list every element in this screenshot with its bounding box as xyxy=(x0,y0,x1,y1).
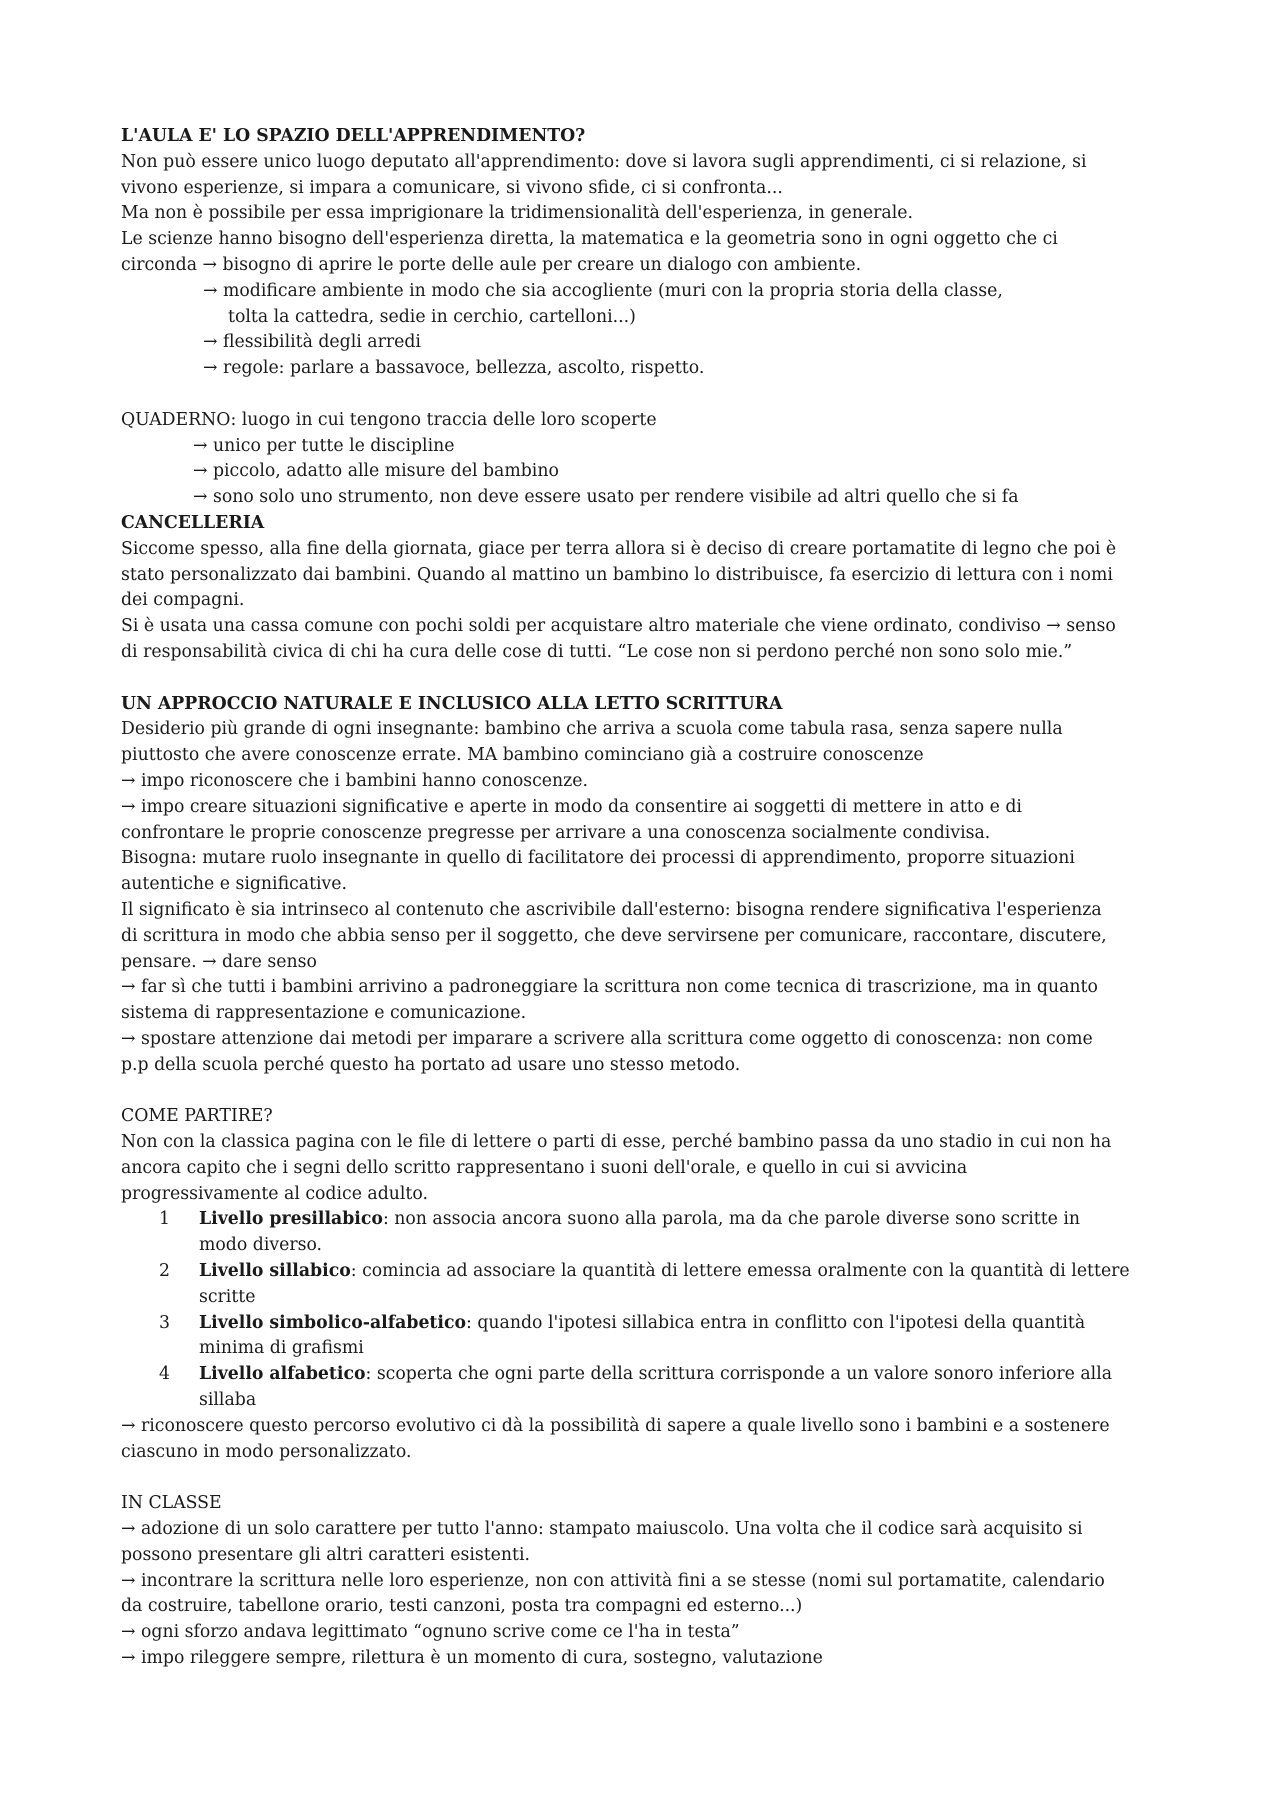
blank-line xyxy=(121,382,1171,408)
bullet-item-continuation: tolta la cattedra, sedie in cerchio, cartelloni...) xyxy=(228,306,636,327)
bullet-item: → sono solo uno strumento, non deve essere usato per rendere visibile ad altri quello che si fa xyxy=(193,487,1019,508)
paragraph-line: ancora capito che i segni dello scritto rappresentano i suoni dell'orale, e quello in cui si avvicina xyxy=(121,1157,968,1178)
paragraph-line: Siccome spesso, alla fine della giornata, giace per terra allora si è deciso di creare portamatite di legno che poi è xyxy=(121,538,1117,559)
section-title-approccio: UN APPROCCIO NATURALE E INCLUSICO ALLA LETTO SCRITTURA xyxy=(121,693,783,714)
paragraph-line: → impo creare situazioni significative e aperte in modo da consentire ai soggetti di mettere in atto e di xyxy=(121,796,1022,817)
paragraph-line: Non con la classica pagina con le file di lettere o parti di esse, perché bambino passa da uno stadio in cui non ha xyxy=(121,1132,1112,1153)
paragraph-line: Bisogna: mutare ruolo insegnante in quello di facilitatore dei processi di apprendimento, proporre situazioni xyxy=(121,848,1075,869)
bullet-item: → piccolo, adatto alle misure del bambino xyxy=(193,461,559,482)
level-text-continuation: minima di grafismi xyxy=(199,1338,364,1359)
paragraph-line: p.p della scuola perché questo ha portato ad usare uno stesso metodo. xyxy=(121,1054,741,1075)
paragraph-line: → spostare attenzione dai metodi per imparare a scrivere alla scrittura come oggetto di conoscenza: non come xyxy=(121,1028,1093,1049)
bullet-item: → regole: parlare a bassavoce, bellezza, ascolto, rispetto. xyxy=(203,358,705,379)
paragraph-line: → impo riconoscere che i bambini hanno conoscenze. xyxy=(121,770,588,791)
bullet-item: → unico per tutte le discipline xyxy=(193,435,455,456)
paragraph-line: Desiderio più grande di ogni insegnante: bambino che arriva a scuola come tabula rasa, senza sapere nulla xyxy=(121,719,1063,740)
blank-line xyxy=(121,1465,1171,1491)
level-text: : non associa ancora suono alla parola, ma da che parole diverse sono scritte in xyxy=(382,1209,1081,1230)
level-number: 3 xyxy=(159,1312,170,1333)
section-title-aula: L'AULA E' LO SPAZIO DELL'APPRENDIMENTO? xyxy=(121,126,586,146)
paragraph-line: ciascuno in modo personalizzato. xyxy=(121,1441,412,1462)
paragraph-line: di responsabilità civica di chi ha cura delle cose di tutti. “Le cose non si perdono perché non sono solo mie.” xyxy=(121,641,1073,662)
level-text-continuation: modo diverso. xyxy=(199,1235,323,1256)
level-item xyxy=(121,1362,1171,1414)
level-item xyxy=(121,1259,1171,1311)
paragraph-line: → riconoscere questo percorso evolutivo ci dà la possibilità di sapere a quale livello sono i bambini e a sostenere xyxy=(121,1415,1110,1436)
level-term: Livello alfabetico xyxy=(199,1364,366,1385)
quaderno-heading-line: QUADERNO: luogo in cui tengono traccia delle loro scoperte xyxy=(121,409,657,430)
paragraph-line: Si è usata una cassa comune con pochi soldi per acquistare altro materiale che viene ordinato, condiviso → senso xyxy=(121,616,1116,637)
level-text: : quando l'ipotesi sillabica entra in conflitto con l'ipotesi della quantità xyxy=(466,1312,1086,1333)
level-term: Livello sillabico xyxy=(199,1261,351,1282)
section-title-cancelleria: CANCELLERIA xyxy=(121,512,265,533)
level-item xyxy=(121,1311,1171,1363)
level-number: 2 xyxy=(159,1261,170,1282)
level-term: Livello presillabico xyxy=(199,1209,383,1230)
blank-line xyxy=(121,666,1171,692)
level-number: 4 xyxy=(159,1364,170,1385)
level-number: 1 xyxy=(159,1209,170,1230)
paragraph-line: piuttosto che avere conoscenze errate. MA bambino cominciano già a costruire conoscenze xyxy=(121,745,924,766)
paragraph-line: → ogni sforzo andava legittimato “ognuno scrive come ce l'ha in testa” xyxy=(121,1622,740,1643)
level-item xyxy=(121,1207,1171,1259)
document-page xyxy=(121,124,1171,1672)
paragraph-line: circonda → bisogno di aprire le porte delle aule per creare un dialogo con ambiente. xyxy=(121,254,862,275)
paragraph-line: Il significato è sia intrinseco al contenuto che ascrivibile dall'esterno: bisogna rendere significativa l'esperienza xyxy=(121,899,1102,920)
paragraph-line: → far sì che tutti i bambini arrivino a padroneggiare la scrittura non come tecnica di trascrizione, ma in quanto xyxy=(121,977,1098,998)
paragraph-line: → impo rileggere sempre, rilettura è un momento di cura, sostegno, valutazione xyxy=(121,1648,823,1669)
paragraph-line: → adozione di un solo carattere per tutto l'anno: stampato maiuscolo. Una volta che il codice sarà acquisito si xyxy=(121,1519,1083,1540)
level-text-continuation: scritte xyxy=(199,1286,256,1307)
levels-list xyxy=(121,1207,1171,1413)
bullet-item: → modificare ambiente in modo che sia accogliente (muri con la propria storia della classe, xyxy=(203,280,1003,301)
paragraph-line: → incontrare la scrittura nelle loro esperienze, non con attività fini a se stesse (nomi sul portamatite, calendario xyxy=(121,1570,1105,1591)
paragraph-line: di scrittura in modo che abbia senso per il soggetto, che deve servirsene per comunicare, raccontare, discutere, xyxy=(121,925,1107,946)
level-text: : comincia ad associare la quantità di lettere emessa oralmente con la quantità di lettere xyxy=(350,1261,1130,1282)
level-term: Livello simbolico-alfabetico xyxy=(199,1312,467,1333)
paragraph-line: stato personalizzato dai bambini. Quando al mattino un bambino lo distribuisce, fa esercizio di lettura con i nomi xyxy=(121,564,1113,585)
paragraph-line: possono presentare gli altri caratteri esistenti. xyxy=(121,1544,531,1565)
paragraph-line: autentiche e significative. xyxy=(121,874,348,895)
section-title-come-partire: COME PARTIRE? xyxy=(121,1106,273,1127)
section-title-in-classe: IN CLASSE xyxy=(121,1493,222,1514)
level-text: : scoperta che ogni parte della scrittura corrisponde a un valore sonoro inferiore alla xyxy=(365,1364,1113,1385)
paragraph-line: Le scienze hanno bisogno dell'esperienza diretta, la matematica e la geometria sono in ogni oggetto che ci xyxy=(121,229,1058,250)
paragraph-line: dei compagni. xyxy=(121,590,245,611)
paragraph-line: Ma non è possibile per essa imprigionare la tridimensionalità dell'esperienza, in generale. xyxy=(121,203,913,224)
paragraph-line: confrontare le proprie conoscenze pregresse per arrivare a una conoscenza socialmente condivisa. xyxy=(121,822,991,843)
paragraph-line: vivono esperienze, si impara a comunicare, si vivono sfide, ci si confronta... xyxy=(121,177,783,198)
paragraph-line: da costruire, tabellone orario, testi canzoni, posta tra compagni ed esterno...) xyxy=(121,1596,803,1617)
paragraph-line: sistema di rappresentazione e comunicazione. xyxy=(121,1003,527,1024)
paragraph-line: Non può essere unico luogo deputato all'apprendimento: dove si lavora sugli apprendimenti, ci si relazione, si xyxy=(121,151,1087,172)
paragraph-line: pensare. → dare senso xyxy=(121,951,317,972)
paragraph-line: progressivamente al codice adulto. xyxy=(121,1183,428,1204)
bullet-item: → flessibilità degli arredi xyxy=(203,332,421,353)
blank-line xyxy=(121,1078,1171,1104)
level-text-continuation: sillaba xyxy=(199,1390,257,1411)
